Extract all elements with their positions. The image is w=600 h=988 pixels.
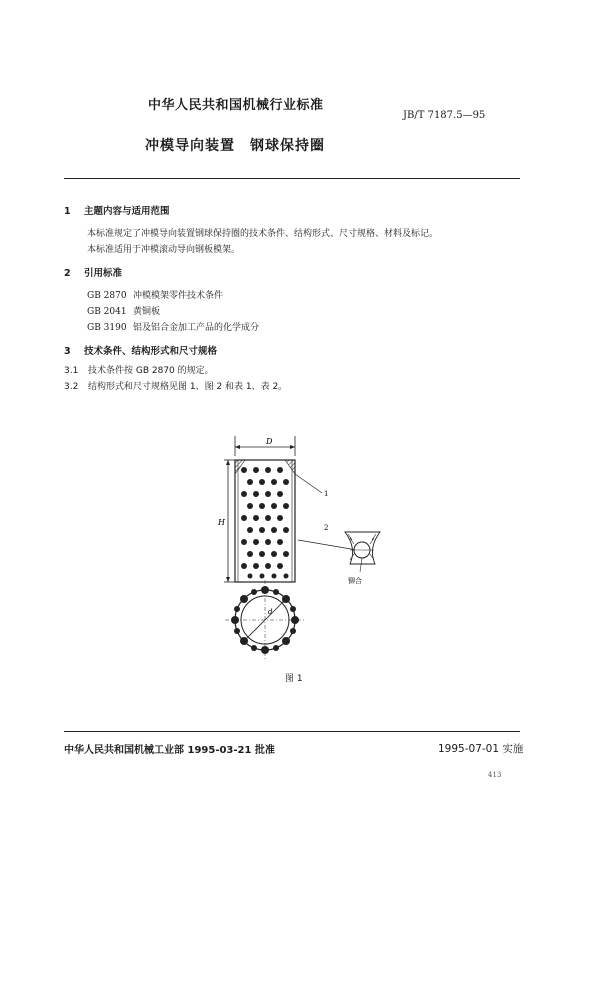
clause-text: 结构形式和尺寸规格见图 1、图 2 和表 1、表 2。 <box>88 382 288 392</box>
dimension-D-label: D <box>266 437 273 446</box>
reference-item <box>87 288 223 301</box>
dimension-d-label: d <box>268 608 273 616</box>
section-2-title: 引用标准 <box>84 268 123 279</box>
leader-line-1 <box>295 474 322 493</box>
reference-code: GB 2870 <box>87 291 127 301</box>
section-3-heading <box>64 343 217 357</box>
section-1-para-1: 本标准规定了冲模导向装置钢球保持圈的技术条件、结构形式、尺寸规格、材料及标记。 <box>87 229 439 239</box>
section-3-title: 技术条件、结构形式和尺寸规格 <box>84 346 218 357</box>
clause-3-2 <box>64 379 287 392</box>
approval-statement: 中华人民共和国机械工业部 1995-03-21 批准 <box>64 745 275 756</box>
section-1-title: 主题内容与适用范围 <box>84 206 170 217</box>
reference-item <box>87 304 160 317</box>
section-1-number: 1 <box>64 206 71 217</box>
implementation-date: 1995-07-01 实施 <box>438 743 524 755</box>
standard-code: JB/T 7187.5—95 <box>403 110 486 121</box>
page-number: 413 <box>488 771 502 779</box>
clause-number: 3.1 <box>64 366 79 376</box>
section-2-heading <box>64 265 122 279</box>
footer-divider <box>64 731 520 732</box>
clause-3-1 <box>64 363 214 376</box>
reference-code: GB 3190 <box>87 323 127 333</box>
section-1-para-2: 本标准适用于冲模滚动导向钢板模架。 <box>87 245 241 255</box>
leader-line-2 <box>298 540 357 550</box>
rivet-detail <box>345 532 380 564</box>
clause-text: 技术条件按 GB 2870 的规定。 <box>88 366 214 376</box>
riveting-note: 铆合 <box>348 577 362 585</box>
reference-title: 冲模模架零件技术条件 <box>133 291 224 301</box>
part-1-label: 1 <box>324 490 329 498</box>
header-divider <box>64 178 520 179</box>
figure-caption: 图 1 <box>285 674 303 684</box>
reference-code: GB 2041 <box>87 307 127 317</box>
document-title: 冲模导向装置 钢球保持圈 <box>145 138 325 154</box>
reference-item <box>87 320 259 333</box>
issuing-body-title: 中华人民共和国机械行业标准 <box>148 98 324 113</box>
reference-title: 黄铜板 <box>133 307 161 317</box>
dimension-H-label: H <box>218 518 225 527</box>
cage-top-view <box>225 580 305 660</box>
figure-1-drawing <box>200 430 400 665</box>
section-1-heading <box>64 203 170 217</box>
section-3-number: 3 <box>64 346 71 357</box>
part-2-label: 2 <box>324 524 329 532</box>
reference-title: 铝及铝合金加工产品的化学成分 <box>133 323 260 333</box>
clause-number: 3.2 <box>64 382 79 392</box>
section-2-number: 2 <box>64 268 71 279</box>
